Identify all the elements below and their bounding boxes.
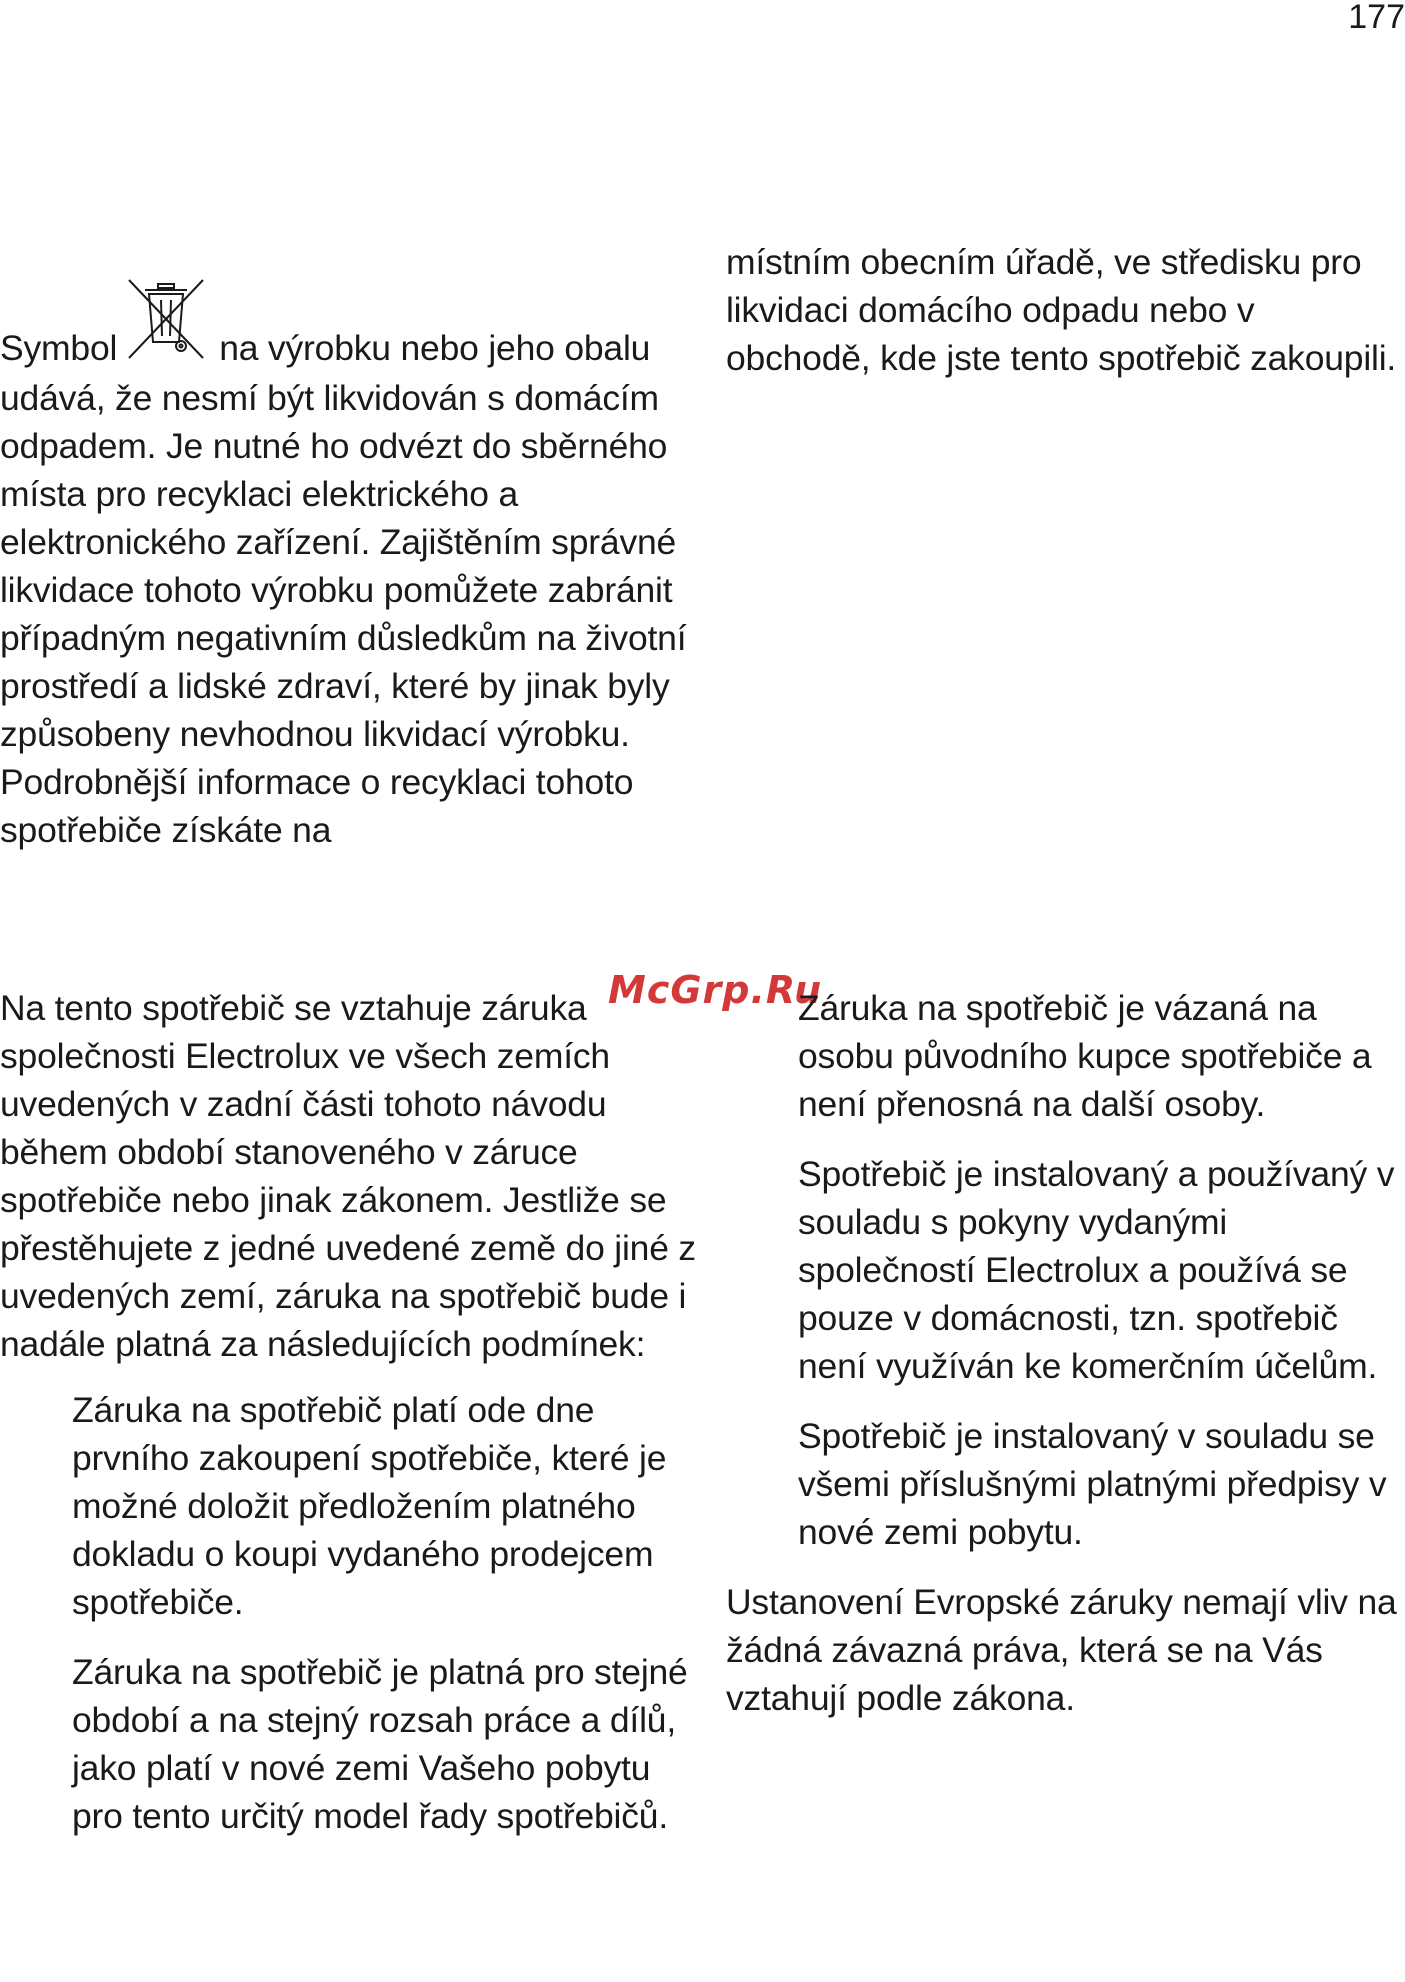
page-number: 177	[1348, 0, 1405, 36]
recycling-text	[0, 288, 700, 854]
recycling-continuation	[726, 238, 1405, 382]
warranty-intro: Na tento spotřebič se vztahuje záruka společnosti Electrolux ve všech zemích uvedených v zadní části tohoto návodu během období stanoveného v záruce spotřebiče nebo jinak zákonem. Jestliže se přestěhujete z jedné uvedené země do jiné z uvedených zemí, záruka na spotřebič bude i nadále platná za následujících podmínek:	[0, 988, 696, 1364]
warranty-right-column	[726, 984, 1405, 1722]
warranty-left-column	[0, 984, 700, 1840]
warranty-condition: Záruka na spotřebič je vázaná na osobu původního kupce spotřebiče a není přenosná na další osoby.	[798, 988, 1372, 1124]
recycling-continuation-text: místním obecním úřadě, ve středisku pro likvidaci domácího odpadu nebo v obchodě, kde jste tento spotřebič zakoupili.	[726, 242, 1397, 378]
warranty-condition: Záruka na spotřebič platí ode dne prvního zakoupení spotřebiče, které je možné doložit předložením platného dokladu o koupi vydaného prodejcem spotřebiče.	[72, 1390, 667, 1622]
watermark: McGrp.Ru	[608, 968, 823, 1012]
symbol-word: Symbol	[0, 328, 118, 368]
recycling-body-text: na výrobku nebo jeho obalu udává, že nesmí být likvidován s domácím odpadem. Je nutné ho odvézt do sběrného místa pro recyklaci elektrického a elektronického zařízení. Zajištěním správné likvidace tohoto výrobku pomůžete zabránit případným negativním důsledkům na životní prostředí a lidské zdraví, které by jinak byly způsobeny nevhodnou likvidací výrobku. Podrobnější informace o recyklaci tohoto spotřebiče získáte na	[0, 328, 687, 850]
warranty-condition: Spotřebič je instalovaný a používaný v souladu s pokyny vydanými společností Electrolux a používá se pouze v domácnosti, tzn. spotřebič není využíván ke komerčním účelům.	[798, 1154, 1395, 1386]
warranty-condition: Spotřebič je instalovaný v souladu se všemi příslušnými platnými předpisy v nové zemi pobytu.	[798, 1416, 1387, 1552]
warranty-condition: Záruka na spotřebič je platná pro stejné období a na stejný rozsah práce a dílů, jako platí v nové zemi Vašeho pobytu pro tento určitý model řady spotřebičů.	[72, 1652, 688, 1836]
crossed-out-bin-icon	[123, 276, 209, 362]
warranty-closing: Ustanovení Evropské záruky nemají vliv na žádná závazná práva, která se na Vás vztahují podle zákona.	[726, 1582, 1397, 1718]
recycling-paragraph	[0, 288, 700, 854]
